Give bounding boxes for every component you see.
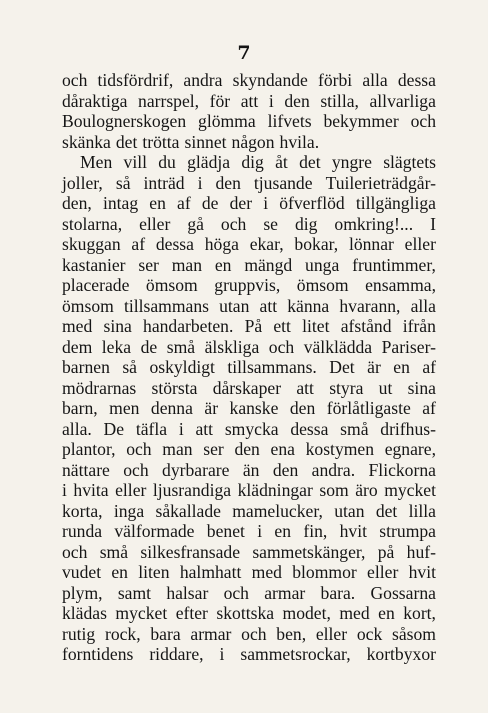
text-line: den, intag en af de der i öfverflöd tillgängliga	[62, 193, 436, 213]
text-line: joller, så inträd i den tjusande Tuilerieträdgår-	[62, 172, 436, 193]
text-line: dåraktiga narrspel, för att i den stilla, allvarliga	[62, 90, 436, 111]
text-line: placerade ömsom gruppvis, ömsom ensamma,	[62, 275, 436, 295]
text-line: korta, inga såkallade mamelucker, utan det lilla	[62, 500, 436, 521]
text-line: skuggan af dessa höga ekar, bokar, lönnar eller	[62, 234, 436, 254]
text-line: nättare och dyrbarare än den andra. Flickorna	[62, 459, 436, 480]
text-line: ömsom tillsammans utan att känna hvarann, alla	[62, 295, 436, 316]
body-text	[62, 70, 436, 665]
text-line: barn, men denna är kanske den förlåtligaste af	[62, 398, 436, 418]
text-line: rutig rock, bara armar och ben, eller ock såsom	[62, 623, 436, 644]
text-line: dem leka de små älskliga och välklädda Pariser-	[62, 336, 436, 357]
text-line: med sina handarbeten. På ett litet afstånd ifrån	[62, 316, 436, 336]
page-number: 7	[237, 42, 251, 64]
text-line: Boulognerskogen glömma lifvets bekymmer och	[62, 111, 436, 131]
text-line: vudet en liten halmhatt med blommor eller hvit	[62, 562, 436, 582]
text-line: och tidsfördrif, andra skyndande förbi alla dessa	[62, 70, 436, 90]
text-line: plantor, och man ser den ena kostymen egnare,	[62, 439, 436, 459]
text-line: och små silkesfransade sammetskänger, på huf-	[62, 541, 436, 562]
text-line: forntidens riddare, i sammetsrockar, kortbyxor	[62, 644, 436, 664]
text-line: klädas mycket efter skottska modet, med en kort,	[62, 603, 436, 623]
text-line: stolarna, eller gå och se dig omkring!... I	[62, 213, 436, 234]
text-line: runda välformade benet i en fin, hvit strumpa	[62, 521, 436, 541]
text-line: barnen så oskyldigt tillsammans. Det är en af	[62, 357, 436, 377]
text-line: skänka det trötta sinnet någon hvila.	[62, 131, 320, 152]
text-line: i hvita eller ljusrandiga klädningar som äro mycket	[62, 480, 436, 500]
text-line: alla. De täfla i att smycka dessa små drifhus-	[62, 418, 436, 439]
text-line: mödrarnas största dårskaper att styra ut sina	[62, 377, 436, 398]
text-line: plym, samt halsar och armar bara. Gossarna	[62, 582, 436, 603]
text-line: Men vill du glädja dig åt det yngre slägtets	[80, 152, 436, 172]
text-line: kastanier ser man en mängd unga fruntimmer,	[62, 254, 436, 275]
